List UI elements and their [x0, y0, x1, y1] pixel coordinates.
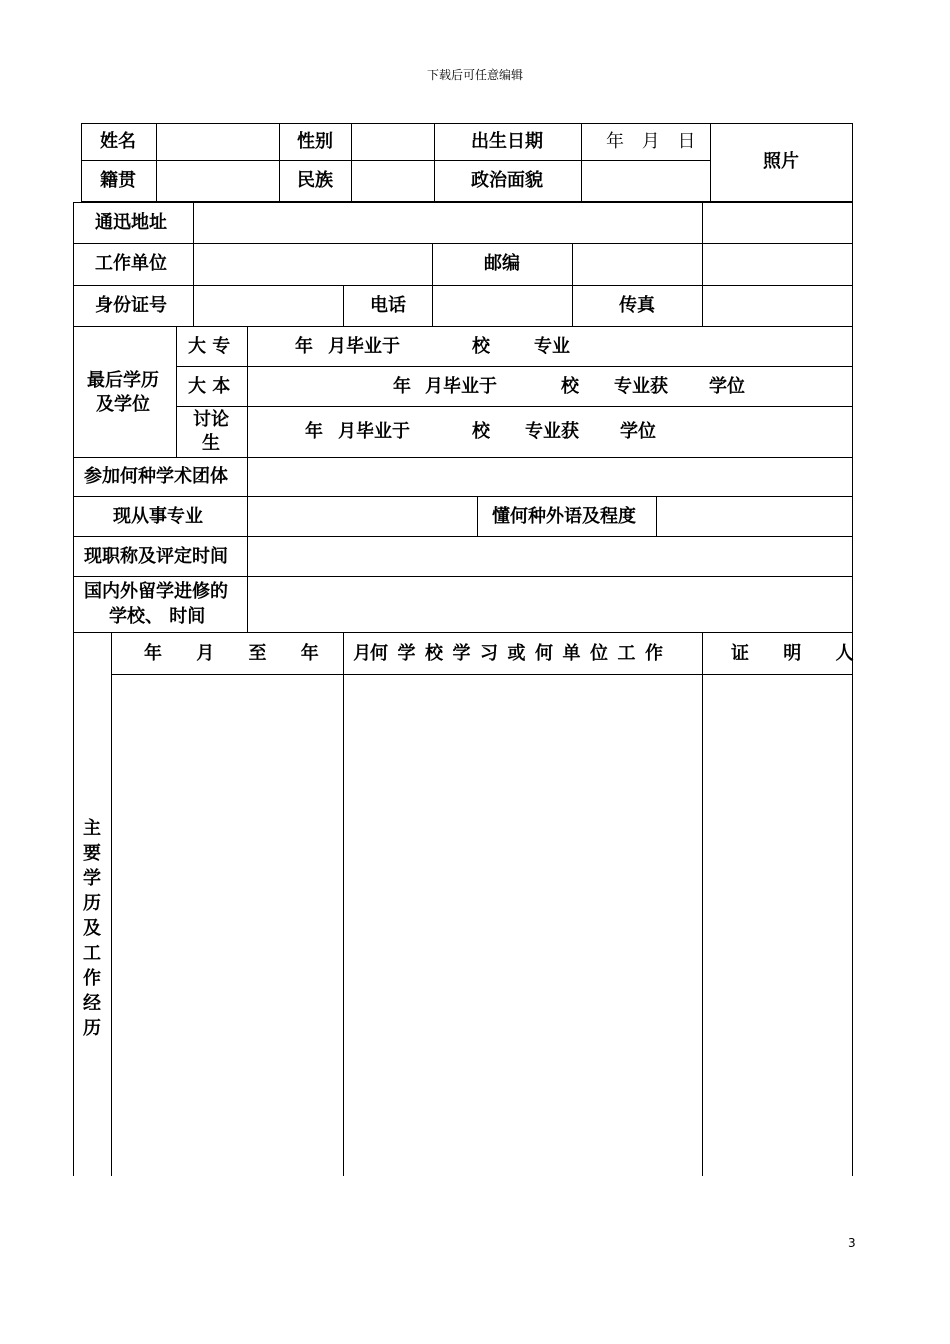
name-label: 姓名	[100, 131, 136, 152]
education-group-label-line1: 最后学历	[87, 370, 159, 391]
edu-bachelor-degree: 学位	[709, 376, 745, 397]
address-field[interactable]	[194, 203, 702, 243]
header-note: 下载后可任意编辑	[426, 68, 523, 82]
native-place-field[interactable]	[157, 161, 279, 201]
history-witness-area[interactable]	[703, 675, 852, 1175]
phone-label: 电话	[370, 295, 406, 316]
photo-label: 照片	[763, 151, 799, 172]
current-major-label: 现从事专业	[113, 506, 203, 527]
gender-field[interactable]	[352, 124, 434, 160]
postcode-field[interactable]	[573, 244, 702, 285]
history-col-place: 何学校学习或何单位工作	[370, 643, 673, 664]
education-level-graduate-line2: 生	[202, 433, 220, 454]
ethnic-field[interactable]	[352, 161, 434, 201]
edu-college-school: 校	[472, 336, 490, 357]
history-col-period: 年 月 至 年 月	[144, 643, 386, 664]
edu-college-grad: 月毕业于	[328, 336, 400, 357]
history-side-label: 主 要 学 历 及 工 作 经 历	[83, 818, 101, 1039]
education-level-college: 大 专	[188, 336, 231, 357]
page-number: 3	[848, 1236, 856, 1250]
languages-label: 懂何种外语及程度	[492, 506, 636, 527]
education-level-graduate-line1: 讨论	[193, 409, 229, 430]
name-field[interactable]	[157, 124, 279, 160]
study-abroad-label-line2: 学校、 时间	[109, 606, 206, 627]
birth-date-label: 出生日期	[471, 131, 543, 152]
education-level-bachelor: 大 本	[188, 376, 231, 397]
ethnic-label: 民族	[297, 170, 333, 191]
history-place-area[interactable]	[344, 675, 702, 1175]
edu-college-year: 年	[295, 336, 313, 357]
current-major-field[interactable]	[248, 497, 477, 536]
edu-grad-grad: 月毕业于	[338, 421, 410, 442]
work-unit-label: 工作单位	[95, 253, 167, 274]
edu-bachelor-major: 专业获	[614, 376, 668, 397]
study-abroad-field[interactable]	[248, 577, 852, 632]
education-group-label-line2: 及学位	[96, 394, 150, 415]
study-abroad-label-line1: 国内外留学进修的	[84, 581, 228, 602]
edu-bachelor-school: 校	[561, 376, 579, 397]
edu-bachelor-grad: 月毕业于	[425, 376, 497, 397]
edu-bachelor-year: 年	[393, 376, 411, 397]
postcode-label: 邮编	[484, 253, 520, 274]
professional-title-field[interactable]	[248, 537, 852, 576]
history-period-area[interactable]	[112, 675, 343, 1175]
id-number-label: 身份证号	[95, 295, 167, 316]
gender-label: 性别	[297, 131, 333, 152]
edu-college-major: 专业	[534, 336, 570, 357]
edu-grad-school: 校	[472, 421, 490, 442]
address-label: 通迅地址	[95, 212, 167, 233]
native-place-label: 籍贯	[100, 170, 136, 191]
political-status-field[interactable]	[582, 161, 710, 201]
edu-grad-year: 年	[305, 421, 323, 442]
edu-grad-major: 专业获	[525, 421, 579, 442]
academic-groups-label: 参加何种学术团体	[84, 466, 228, 487]
birth-date-value[interactable]: 年 月 日	[606, 131, 702, 152]
history-col-witness: 证 明 人	[731, 643, 868, 664]
edu-grad-degree: 学位	[620, 421, 656, 442]
fax-label: 传真	[619, 295, 655, 316]
academic-groups-field[interactable]	[248, 458, 852, 496]
professional-title-label: 现职称及评定时间	[84, 546, 228, 567]
political-status-label: 政治面貌	[471, 170, 543, 191]
languages-field[interactable]	[657, 497, 852, 536]
